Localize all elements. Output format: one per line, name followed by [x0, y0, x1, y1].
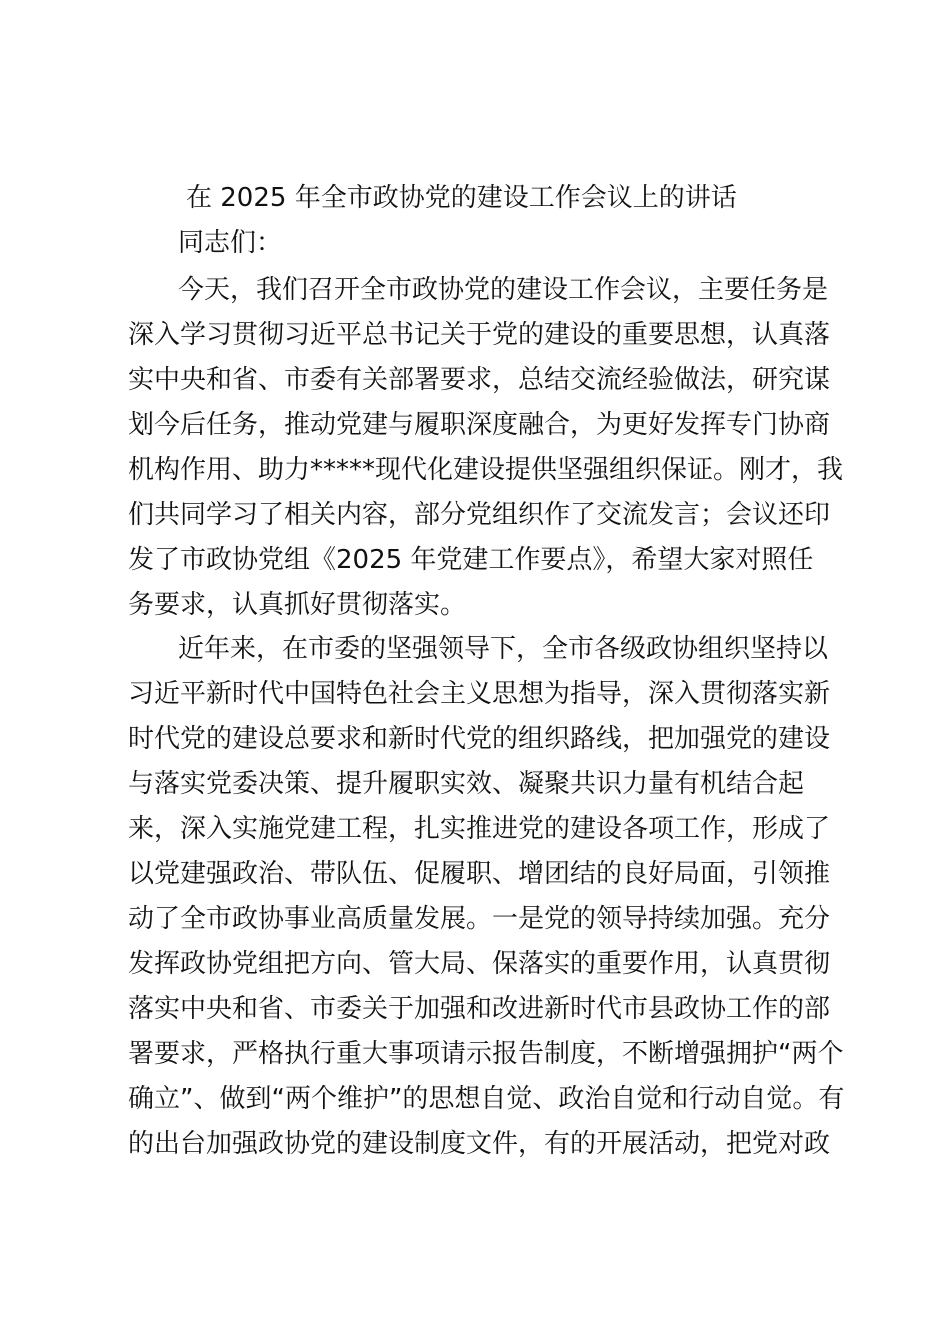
paragraph-line: 习近平新时代中国特色社会主义思想为指导，深入贯彻落实新	[128, 679, 831, 709]
paragraph-line: 的出台加强政协党的建设制度文件，有的开展活动，把党对政	[128, 1129, 831, 1159]
paragraph-line: 近年来，在市委的坚强领导下，全市各级政协组织坚持以	[178, 634, 829, 664]
paragraph-line: 发了市政协党组《2025 年党建工作要点》，希望大家对照任	[128, 545, 814, 575]
paragraph-line: 与落实党委决策、提升履职实效、凝聚共识力量有机结合起	[128, 769, 805, 799]
paragraph-line: 务要求，认真抓好贯彻落实。	[128, 590, 467, 620]
paragraph-line: 机构作用、助力*****现代化建设提供坚强组织保证。刚才，我	[128, 455, 844, 485]
paragraph-line: 实中央和省、市委有关部署要求，总结交流经验做法，研究谋	[128, 365, 831, 395]
paragraph-2	[128, 627, 845, 1167]
paragraph-line: 们共同学习了相关内容，部分党组织作了交流发言；会议还印	[128, 500, 831, 530]
paragraph-line: 确立”、做到“两个维护”的思想自觉、政治自觉和行动自觉。有	[128, 1084, 845, 1114]
paragraph-line: 今天，我们召开全市政协党的建设工作会议，主要任务是	[178, 275, 829, 305]
paragraph-line: 以党建强政治、带队伍、促履职、增团结的良好局面，引领推	[128, 859, 831, 889]
paragraph-line: 来，深入实施党建工程，扎实推进党的建设各项工作，形成了	[128, 814, 831, 844]
paragraph-line: 划今后任务，推动党建与履职深度融合，为更好发挥专门协商	[128, 410, 831, 440]
paragraph-1	[128, 268, 844, 628]
paragraph-line: 落实中央和省、市委关于加强和改进新时代市县政协工作的部	[128, 994, 831, 1024]
document-title: 在 2025 年全市政协党的建设工作会议上的讲话	[186, 183, 737, 213]
paragraph-line: 署要求，严格执行重大事项请示报告制度，不断增强拥护“两个	[128, 1039, 844, 1069]
paragraph-line: 动了全市政协事业高质量发展。一是党的领导持续加强。充分	[128, 904, 831, 934]
paragraph-line: 时代党的建设总要求和新时代党的组织路线，把加强党的建设	[128, 724, 831, 754]
paragraph-line: 发挥政协党组把方向、管大局、保落实的重要作用，认真贯彻	[128, 949, 831, 979]
paragraph-line: 深入学习贯彻习近平总书记关于党的建设的重要思想，认真落	[128, 320, 831, 350]
salutation: 同志们：	[178, 228, 283, 258]
